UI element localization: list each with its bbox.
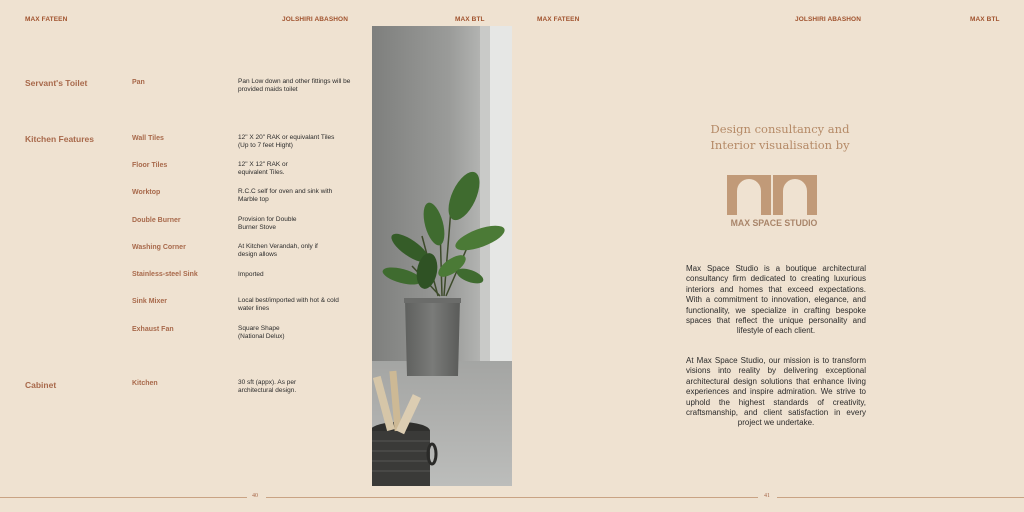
mission-paragraph: At Max Space Studio, our mission is to transform visions into reality by delivering exceptional architectural design solutions that enhance living experiences and inspire admiration. We strive to uphold the highest standards of creativity, craftsmanship, and client satisfaction in every project we undertake. <box>686 356 866 428</box>
spec-category: Kitchen Features <box>25 134 94 144</box>
spec-item: Double Burner <box>132 217 181 224</box>
footer-rule <box>0 497 247 498</box>
spec-description: Pan Low down and other fittings will be provided maids toilet <box>238 78 351 93</box>
spec-item: Stainless-steel Sink <box>132 271 198 278</box>
spec-item: Pan <box>132 79 145 86</box>
spec-item: Floor Tiles <box>132 162 168 169</box>
interior-photo <box>372 26 512 486</box>
footer-rule <box>777 497 1024 498</box>
spec-description: 30 sft (appx). As per architectural design. <box>238 379 297 394</box>
spec-category: Servant's Toilet <box>25 78 88 88</box>
right-page <box>512 0 1024 512</box>
header-project-right: MAX BTL <box>455 16 485 23</box>
spec-item: Kitchen <box>132 380 158 387</box>
about-paragraph: Max Space Studio is a boutique architectural consultancy firm dedicated to creating luxurious interiors and homes that exceed expectations. With a commitment to innovation, elegance, and functionality, we specialize in crafting bespoke spaces that reflect the unique personality and lifestyle of each client. <box>686 264 866 336</box>
spec-description: Square Shape (National Delux) <box>238 325 285 340</box>
spec-item: Wall Tiles <box>132 135 164 142</box>
spec-item: Sink Mixer <box>132 298 168 305</box>
spec-description: Local best/imported with hot & cold water lines <box>238 297 339 312</box>
page-number-right: 41 <box>764 493 770 499</box>
spec-description: Provision for Double Burner Stove <box>238 216 297 231</box>
header-project-left: MAX FATEEN <box>537 16 580 23</box>
spec-description: At Kitchen Verandah, only if design allows <box>238 243 318 258</box>
page-number-left: 40 <box>252 493 258 499</box>
header-project-right: MAX BTL <box>970 16 1000 23</box>
header-project-left: MAX FATEEN <box>25 16 68 23</box>
spec-description: Imported <box>238 271 264 278</box>
page-heading <box>690 121 870 153</box>
header-project-center: JOLSHIRI ABASHON <box>795 16 862 23</box>
spec-item: Worktop <box>132 189 161 196</box>
spec-item: Exhaust Fan <box>132 326 174 333</box>
heading-line-1: Design consultancy and <box>710 122 850 136</box>
header-project-center: JOLSHIRI ABASHON <box>282 16 349 23</box>
spec-description: R.C.C self for oven and sink with Marble top <box>238 188 333 203</box>
spec-description: 12" X 12" RAK or equivalent Tiles. <box>238 161 288 176</box>
heading-line-2: Interior visualisation by <box>710 138 850 152</box>
spec-description: 12" X 20" RAK or equivalant Tiles (Up to 7 feet Hight) <box>238 134 335 149</box>
footer-rule <box>266 497 758 498</box>
spec-item: Washing Corner <box>132 244 186 251</box>
spec-category: Cabinet <box>25 380 57 390</box>
logo-wordmark: MAX SPACE STUDIO <box>730 218 818 229</box>
